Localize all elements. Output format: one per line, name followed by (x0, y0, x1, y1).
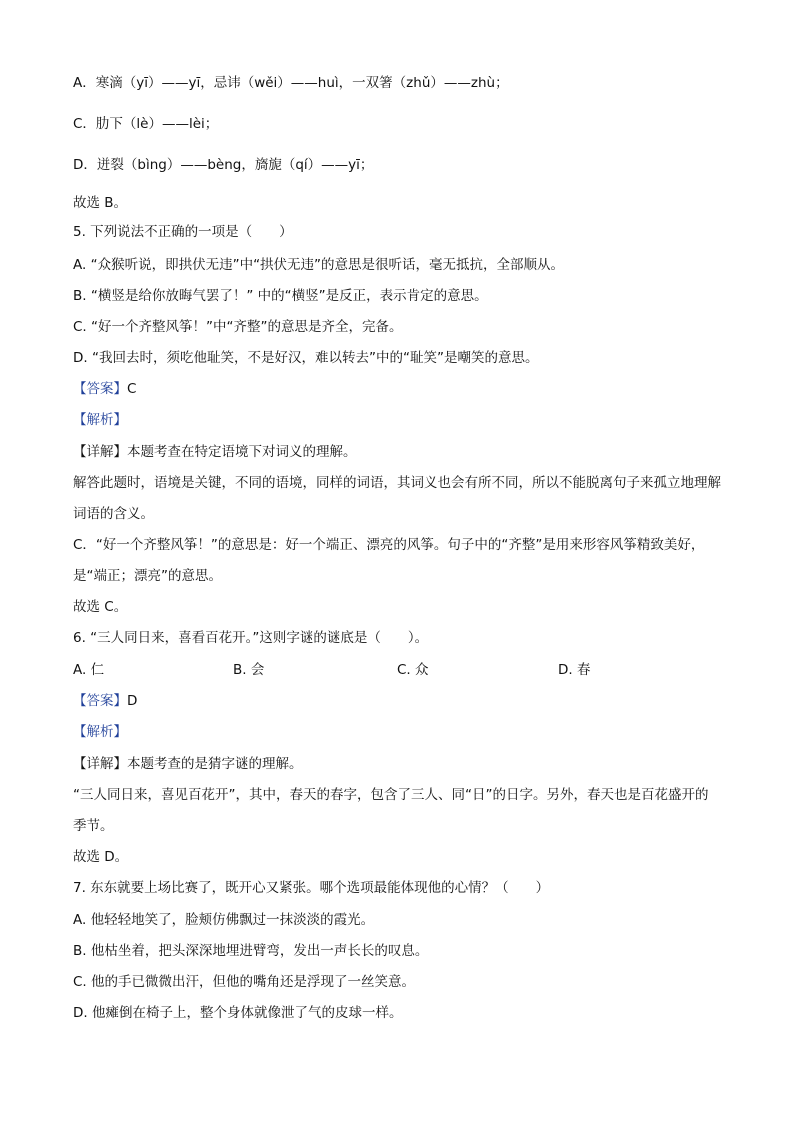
q6-paragraph-1: “三人同日来，喜见百花开”，其中，春天的春字，包含了三人、同“日”的日字。另外，春天也是百花盛开的季节。 (73, 787, 709, 834)
q5-paragraph-1: 解答此题时，语境是关键，不同的语境，同样的词语，其词义也会有所不同，所以不能脱离句子来孤立地理解词语的含义。 (73, 475, 721, 522)
q6-detail: 【详解】本题考查的是猜字谜的理解。 (73, 756, 303, 772)
q6-analysis-tag: 【解析】 (73, 724, 127, 740)
answer-value: D (127, 693, 138, 709)
question-6: 6. “三人同日来，喜看百花开。”这则字谜的谜底是（ ）。 (73, 630, 429, 646)
q5-option-b: B. “横竖是给你放晦气罢了！” 中的“横竖”是反正，表示肯定的意思。 (73, 288, 488, 304)
answer-value: C (127, 381, 137, 397)
q6-answer (73, 691, 137, 711)
q7-option-a: A. 他轻轻地笑了，脸颊仿佛飘过一抹淡淡的霞光。 (73, 912, 375, 928)
q5-option-d: D. “我回去时，须吃他耻笑，不是好汉，难以转去”中的“耻笑”是嘲笑的意思。 (73, 350, 539, 366)
q5-paragraph-2: C．“好一个齐整风筝！”的意思是：好一个端正、漂亮的风筝。句子中的“齐整”是用来形容风筝精致美好，是“端正；漂亮”的意思。 (73, 537, 705, 584)
q6-option-b: B. 会 (233, 662, 265, 678)
question-5: 5. 下列说法不正确的一项是（ ） (73, 224, 293, 240)
option-d-line: D．迸裂（bìng）——bèng，旖旎（qí）——yī； (73, 157, 374, 173)
q7-option-b: B. 他枯坐着，把头深深地埋进臂弯，发出一声长长的叹息。 (73, 943, 429, 959)
option-c-line: C．肋下（lè）——lèi； (73, 116, 219, 132)
choose-b-line: 故选 B。 (73, 195, 128, 211)
option-a-line: A．寒滴（yī）——yī，忌讳（wěi）——huì，一双箸（zhǔ）——zhù； (73, 75, 509, 91)
q5-option-c: C. “好一个齐整风筝！”中“齐整”的意思是齐全，完备。 (73, 319, 403, 335)
q5-option-a: A. “众猴听说，即拱伏无违”中“拱伏无违”的意思是很听话，毫无抵抗，全部顺从。 (73, 257, 565, 273)
q5-analysis-tag: 【解析】 (73, 412, 127, 428)
question-7: 7. 东东就要上场比赛了，既开心又紧张。哪个选项最能体现他的心情？（ ） (73, 880, 550, 896)
q5-answer (73, 379, 136, 399)
q6-option-a: A. 仁 (73, 662, 105, 678)
detail-tag: 【详解】 (73, 756, 127, 772)
q5-detail: 【详解】本题考查在特定语境下对词义的理解。 (73, 444, 357, 460)
answer-tag: 【答案】 (73, 693, 127, 709)
q6-option-d: D. 春 (558, 662, 591, 678)
detail-tag: 【详解】 (73, 444, 127, 460)
q5-choose: 故选 C。 (73, 599, 128, 615)
q6-choose: 故选 D。 (73, 849, 129, 865)
answer-tag: 【答案】 (73, 381, 127, 397)
q7-option-c: C. 他的手已微微出汗，但他的嘴角还是浮现了一丝笑意。 (73, 974, 416, 990)
q7-option-d: D. 他瘫倒在椅子上，整个身体就像泄了气的皮球一样。 (73, 1005, 403, 1021)
q6-option-c: C. 众 (397, 662, 429, 678)
